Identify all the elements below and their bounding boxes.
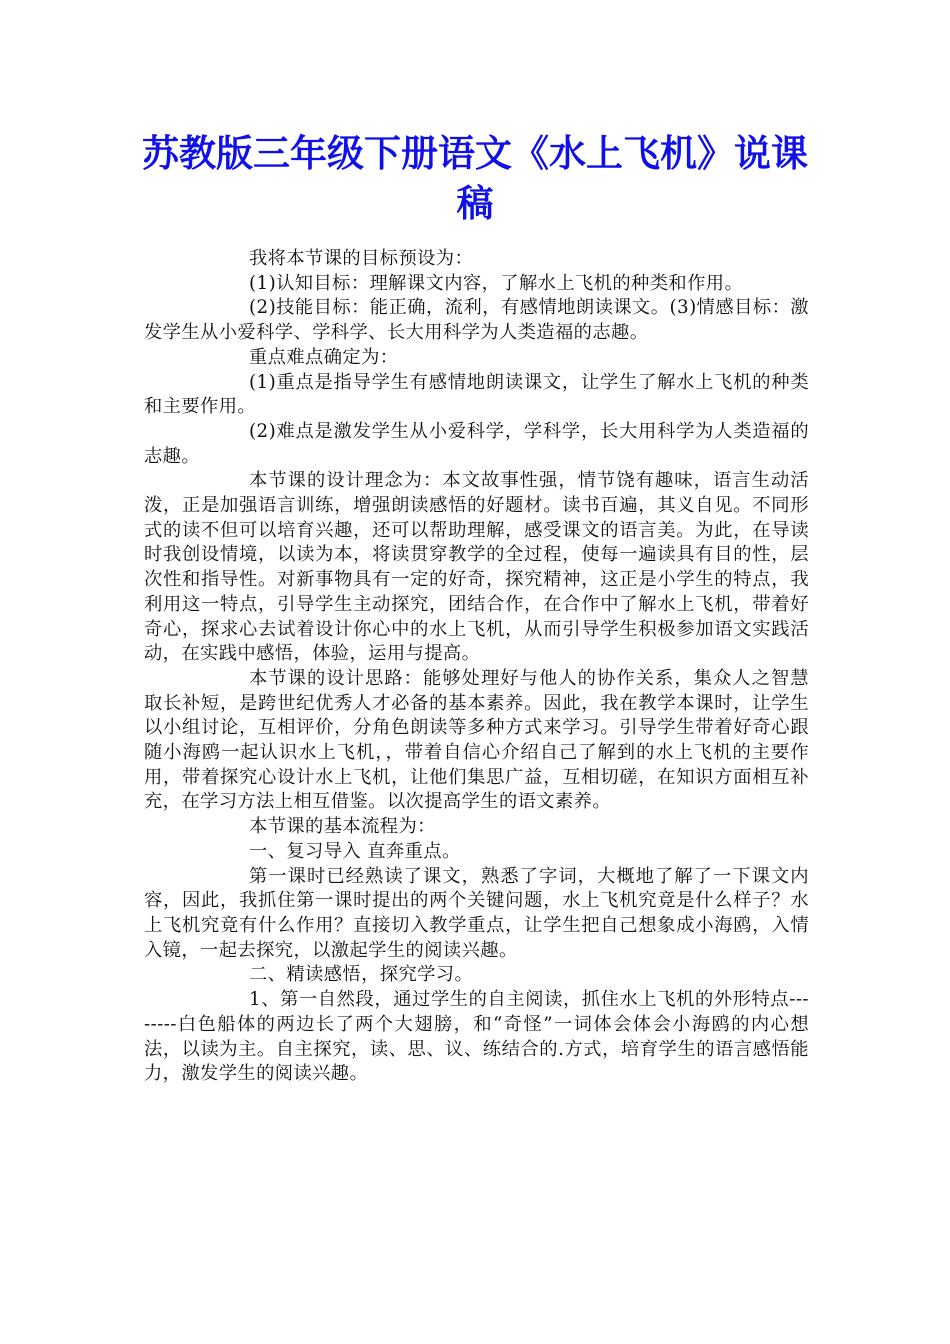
paragraph-section-two-item-one: 1、第一自然段，通过学生的自主阅读，抓住水上飞机的外形特点--------白色船体的两边长了两个大翅膀，和“奇怪”一词体会体会小海鸥的内心想法，以读为主。自主探究，读、思、议、练结合的.方式，培育学生的语言感悟能力，激发学生的阅读兴趣。 (144, 989, 809, 1085)
paragraph-goal-skill-emotion: (2)技能目标：能正确，流利，有感情地朗读课文。(3)情感目标：激发学生从小爱科学、学科学、长大用科学为人类造福的志趣。 (144, 297, 809, 344)
paragraph-process-intro: 本节课的基本流程为： (249, 816, 436, 838)
paragraph-section-two-heading: 二、精读感悟，探究学习。 (249, 964, 474, 986)
paragraph-design-approach: 本节课的设计思路：能够处理好与他人的协作关系，集众人之智慧取长补短，是跨世纪优秀人才必备的基本素养。因此，我在教学本课时，让学生以小组讨论，互相评价，分角色朗读等多种方式来学习。引导学生带着好奇心跟随小海鸥一起认识水上飞机，，带着自信心介绍自己了解到的水上飞机的主要作用，带着探究心设计水上飞机，让他们集思广益，互相切磋，在知识方面相互补充，在学习方法上相互借鉴。以次提高学生的语文素养。 (144, 667, 809, 813)
paragraph-goals-intro: 我将本节课的目标预设为： (249, 248, 474, 269)
paragraph-focus-difficulty: (2)难点是激发学生从小爱科学，学科学，长大用科学为人类造福的志趣。 (144, 420, 809, 467)
paragraph-focus-intro: 重点难点确定为： (249, 346, 399, 368)
paragraph-focus-key: (1)重点是指导学生有感情地朗读课文，让学生了解水上飞机的种类和主要作用。 (144, 371, 809, 418)
paragraph-design-concept: 本节课的设计理念为：本文故事性强，情节饶有趣味，语言生动活泼，正是加强语言训练，增强朗读感悟的好题材。读书百遍，其义自见。不同形式的读不但可以培育兴趣，还可以帮助理解，感受课文的语言美。为此，在导读时我创设情境，以读为本，将读贯穿教学的全过程，使每一遍读具有目的性，层次性和指导性。对新事物具有一定的好奇，探究精神，这正是小学生的特点，我利用这一特点，引导学生主动探究，团结合作，在合作中了解水上飞机，带着好奇心，探求心去试着设计你心中的水上飞机，从而引导学生积极参加语文实践活动，在实践中感悟，体验，运用与提高。 (144, 470, 809, 665)
paragraph-section-one-heading: 一、复习导入 直奔重点。 (249, 840, 461, 862)
paragraph-goal-cognitive: (1)认知目标：理解课文内容，了解水上飞机的种类和作用。 (249, 272, 744, 294)
document-body (144, 247, 809, 1087)
document-title: 苏教版三年级下册语文《水上飞机》说课稿 (142, 131, 808, 225)
paragraph-section-one-body: 第一课时已经熟读了课文，熟悉了字词，大概地了解了一下课文内容，因此，我抓住第一课时提出的两个关键问题，水上飞机究竟是什么样子？水上飞机究竟有什么作用？直接切入教学重点，让学生把自己想象成小海鸥，入情入镜，一起去探究，以激起学生的阅读兴趣。 (144, 865, 809, 961)
